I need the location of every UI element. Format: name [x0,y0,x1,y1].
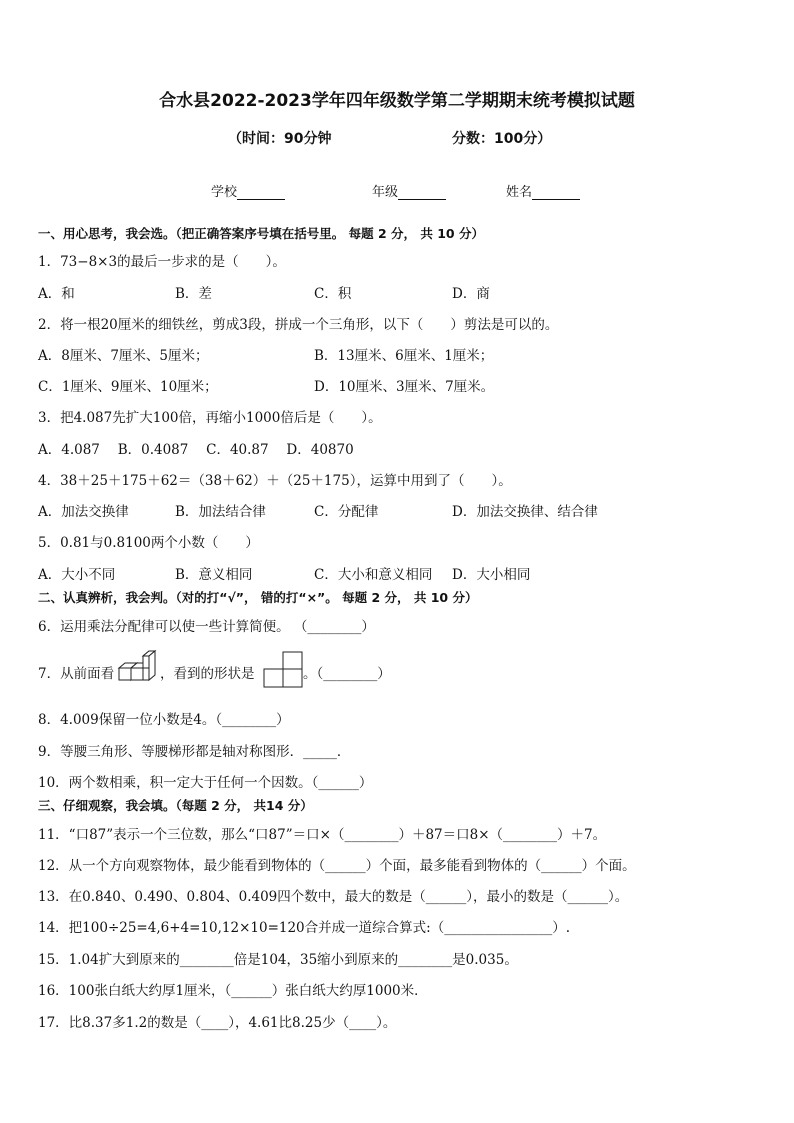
school-label: 学校 [211,185,238,200]
grade-field[interactable] [372,181,446,200]
question-13: 13．在0.840、0.490、0.804、0.409四个数中，最大的数是（______），最小的数是（______）。 [38,889,629,905]
q7-text-c: 。（________） [303,666,391,682]
question-12: 12．从一个方向观察物体，最少能看到物体的（______）个面，最多能看到物体的（______）个面。 [38,858,636,874]
question-2: 2．将一根20厘米的细铁丝，剪成3段，拼成一个三角形，以下（ ）剪法是可以的。 [38,317,559,333]
q7-text-a: 7．从前面看 [38,666,115,682]
q7-text-b: ，看到的形状是 [160,666,255,682]
school-field[interactable] [211,181,285,200]
question-17: 17．比8.37多1.2的数是（____），4.61比8.25少（____）。 [38,1015,397,1031]
q4-option-b[interactable]: B．加法结合律 [175,504,266,520]
q2-option-c[interactable]: C．1厘米、9厘米、10厘米； [38,379,218,395]
question-14: 14．把100÷25=4,6+4=10,12×10=120合并成一道综合算式:（________________）. [38,920,570,936]
name-field[interactable] [506,181,580,200]
section-2-heading: 二、认真辨析，我会判。（对的打“√”， 错的打“×”。 每题 2 分， 共 10 分） [38,590,478,605]
page-title: 合水县2022-2023学年四年级数学第二学期期末统考模拟试题 [159,91,635,111]
name-label: 姓名 [506,185,533,200]
question-4: 4．38＋25＋175＋62＝（38＋62）＋（25＋175），运算中用到了（ ）。 [38,473,512,489]
q5-option-d[interactable]: D．大小相同 [452,567,531,583]
question-3: 3．把4.087先扩大100倍，再缩小1000倍后是（ ）。 [38,410,382,426]
exam-time: （时间：90分钟 [228,131,332,147]
school-blank[interactable] [237,187,285,200]
q1-option-a[interactable]: A．和 [38,286,75,302]
name-blank[interactable] [532,187,580,200]
q4-option-a[interactable]: A．加法交换律 [38,504,129,520]
q5-option-b[interactable]: B．意义相同 [175,567,253,583]
q5-option-c[interactable]: C．大小和意义相同 [314,567,433,583]
question-9: 9．等腰三角形、等腰梯形都是轴对称图形．_____． [38,744,351,760]
grade-label: 年级 [372,185,399,200]
q2-option-b[interactable]: B．13厘米、6厘米、1厘米； [314,348,494,364]
question-5: 5．0.81与0.8100两个小数（ ） [38,535,259,551]
q4-option-d[interactable]: D．加法交换律、结合律 [452,504,598,520]
question-10: 10．两个数相乘，积一定大于任何一个因数。（______） [38,775,373,791]
question-1: 1．73−8×3的最后一步求的是（ ）。 [38,254,286,270]
section-1-heading: 一、用心思考，我会选。（把正确答案序号填在括号里。 每题 2 分， 共 10 分） [38,226,484,241]
q2-option-d[interactable]: D．10厘米、3厘米、7厘米。 [314,379,495,395]
q4-option-c[interactable]: C．分配律 [314,504,379,520]
grade-blank[interactable] [398,187,446,200]
question-11: 11．“口87”表示一个三位数，那么“口87”＝口×（________）＋87＝口8×（________）＋7。 [38,827,607,843]
question-16: 16．100张白纸大约厚1厘米，（______）张白纸大约厚1000米． [38,983,428,999]
q3-options[interactable]: A．4.087 B．0.4087 C．40.87 D．40870 [38,442,354,458]
question-15: 15．1.04扩大到原来的________倍是104，35缩小到原来的________是0.035。 [38,952,518,968]
cube-stack-figure [117,648,159,684]
question-8: 8．4.009保留一位小数是4。（________） [38,712,290,728]
q1-option-d[interactable]: D．商 [452,286,490,302]
q2-option-a[interactable]: A．8厘米、7厘米、5厘米； [38,348,209,364]
q5-option-a[interactable]: A．大小不同 [38,567,116,583]
exam-score: 分数：100分） [452,131,552,147]
question-6: 6．运用乘法分配律可以使一些计算简便。 （________） [38,619,375,635]
section-3-heading: 三、仔细观察，我会填。（每题 2 分， 共14 分） [38,798,313,813]
front-view-shape [263,651,303,689]
q1-option-b[interactable]: B．差 [175,286,212,302]
q1-option-c[interactable]: C．积 [314,286,352,302]
